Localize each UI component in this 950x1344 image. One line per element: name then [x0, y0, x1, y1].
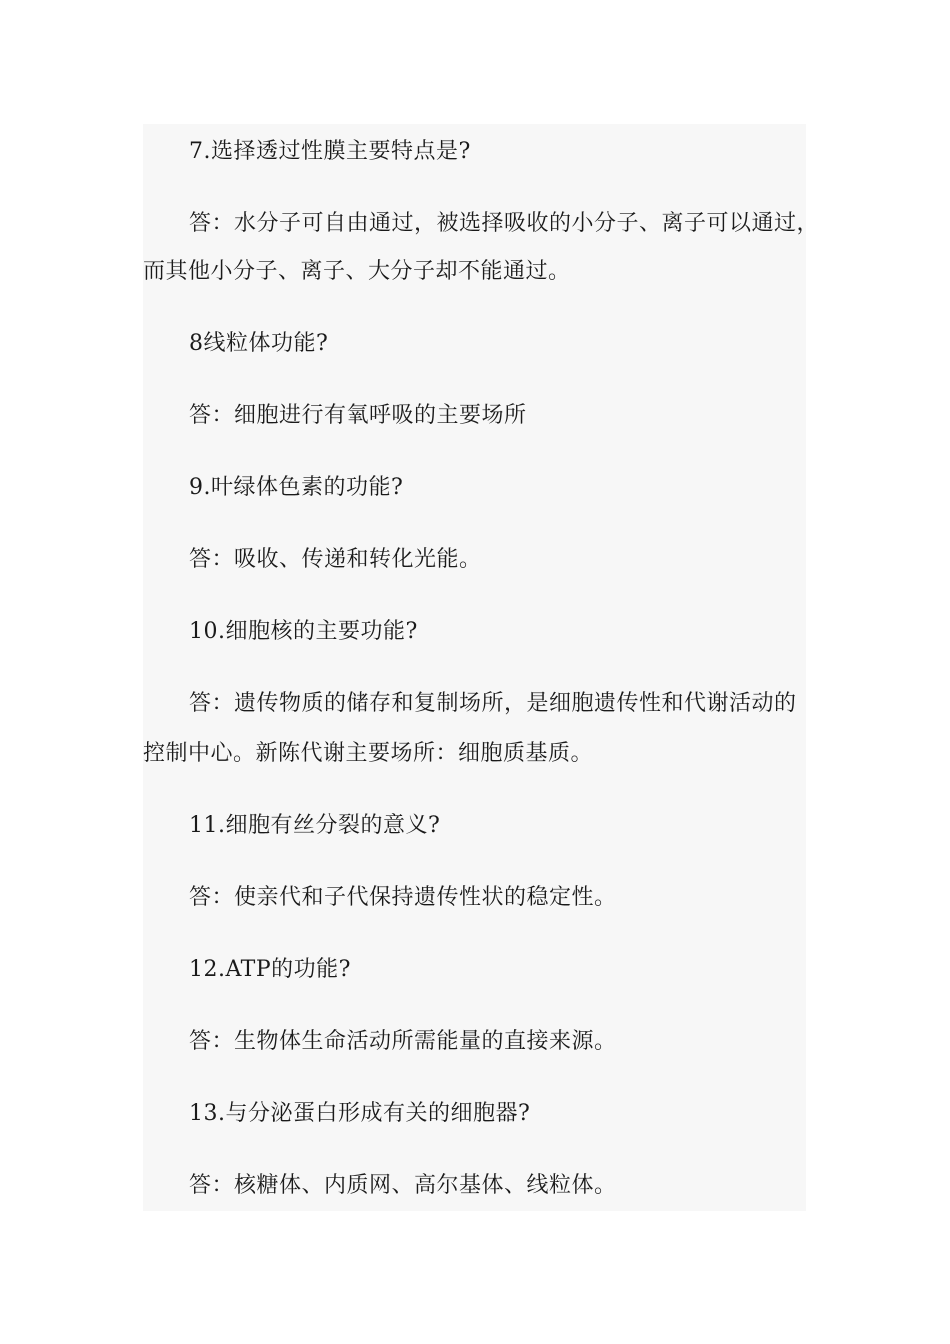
question-11: 11.细胞有丝分裂的意义? — [189, 813, 441, 838]
answer-13: 答：核糖体、内质网、高尔基体、线粒体。 — [189, 1173, 617, 1198]
question-10: 10.细胞核的主要功能? — [189, 619, 418, 644]
answer-8: 答：细胞进行有氧呼吸的主要场所 — [189, 403, 527, 428]
question-7: 7.选择透过性膜主要特点是? — [189, 139, 471, 164]
answer-7-line-2: 而其他小分子、离子、大分子却不能通过。 — [143, 259, 571, 284]
answer-12: 答：生物体生命活动所需能量的直接来源。 — [189, 1029, 617, 1054]
answer-7-line-1: 答：水分子可自由通过，被选择吸收的小分子、离子可以通过， — [189, 211, 820, 236]
answer-10-line-2: 控制中心。新陈代谢主要场所：细胞质基质。 — [143, 741, 594, 766]
answer-10-line-1: 答：遗传物质的储存和复制场所，是细胞遗传性和代谢活动的 — [189, 691, 797, 716]
answer-11: 答：使亲代和子代保持遗传性状的稳定性。 — [189, 885, 617, 910]
answer-9: 答：吸收、传递和转化光能。 — [189, 547, 482, 572]
question-8: 8线粒体功能? — [189, 331, 329, 356]
question-9: 9.叶绿体色素的功能? — [189, 475, 404, 500]
question-13: 13.与分泌蛋白形成有关的细胞器? — [189, 1101, 531, 1126]
question-12: 12.ATP的功能? — [189, 957, 351, 982]
